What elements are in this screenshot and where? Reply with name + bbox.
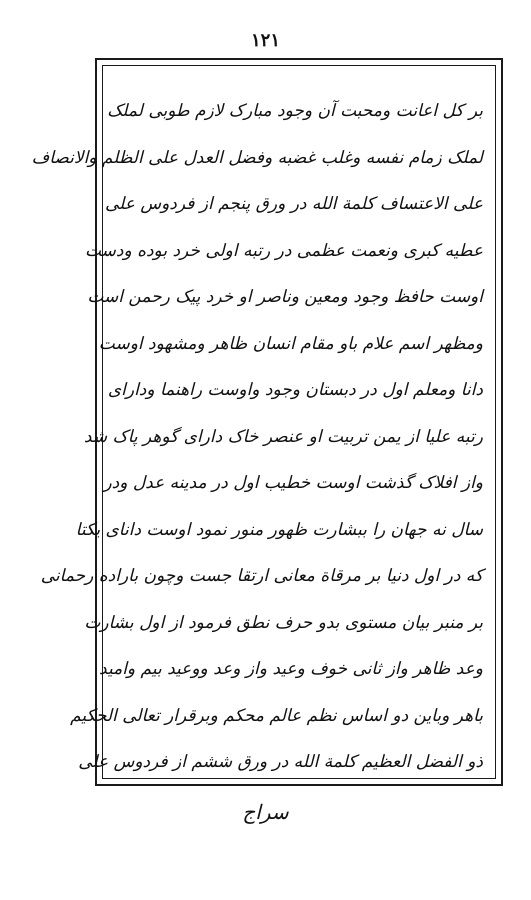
- text-line: وعد ظاهر واز ثانی خوف وعید واز وعد ووعید بیم وامید: [99, 659, 483, 679]
- text-line: سال نه جهان را ببشارت ظهور منور نمود اوست دانای یکتا: [75, 519, 483, 540]
- text-line: اوست حافظ وجود ومعین وناصر او خرد پیک رحمن است: [87, 287, 483, 307]
- manuscript-text: [31, 88, 485, 772]
- text-line: ومظهر اسم علام باو مقام انسان ظاهر ومشهود اوست: [98, 333, 483, 354]
- catchword: سراج: [242, 800, 289, 824]
- text-line: ذو الفضل العظیم کلمة الله در ورق ششم از فردوس علی: [78, 752, 483, 772]
- text-line: واز افلاک گذشت اوست خطیب اول در مدینه عدل ودر: [103, 473, 483, 493]
- text-line: عطیه کبری ونعمت عظمی در رتبه اولی خرد بوده ودست: [84, 240, 483, 261]
- text-line: لملک زمام نفسه وغلب غضبه وفضل العدل علی الظلم والانصاف: [31, 147, 483, 168]
- page-number: ۱۲۱: [250, 30, 280, 51]
- inner-border: [31, 65, 496, 779]
- page-border: [31, 58, 503, 786]
- text-line: که در اول دنیا بر مرقاة معانی ارتقا جست وچون باراده رحمانی: [40, 566, 483, 586]
- text-line: باهر وباین دو اساس نظم عالم محکم وبرقرار تعالی الحکیم: [70, 705, 483, 726]
- text-line: بر کل اعانت ومحبت آن وجود مبارک لازم طوبی لملک: [107, 101, 483, 121]
- text-line: رتبه علیا از یمن تربیت او عنصر خاک دارای گوهر پاک شد: [83, 426, 483, 447]
- text-line: دانا ومعلم اول در دبستان وجود واوست راهنما ودارای: [107, 380, 483, 400]
- text-line: بر منبر بیان مستوی بدو حرف نطق فرمود از اول بشارت: [84, 612, 483, 633]
- text-line: علی الاعتساف کلمة الله در ورق پنجم از فردوس علی: [105, 194, 483, 214]
